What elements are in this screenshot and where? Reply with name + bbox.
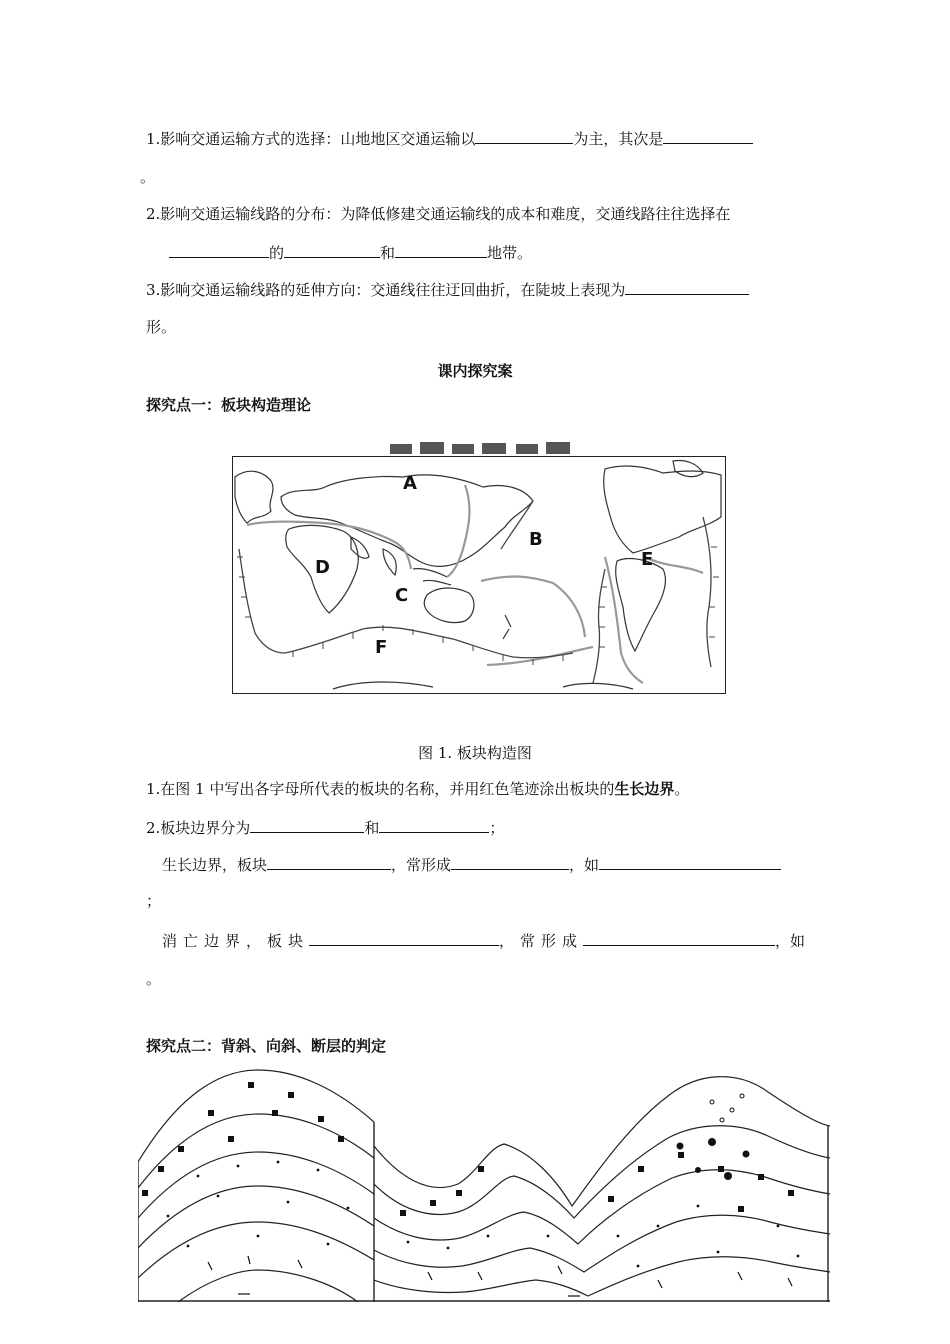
growth-prefix: 生长边界，板块 bbox=[162, 856, 268, 874]
item1-prefix: 1.影响交通运输方式的选择：山地地区交通运输以 bbox=[146, 130, 476, 148]
item3-tail: 形。 bbox=[146, 318, 177, 336]
transport-item-2: 2.影响交通运输线路的分布：为降低修建交通运输线的成本和难度，交通线路往往选择在 bbox=[146, 205, 731, 223]
anticline-layer bbox=[138, 1114, 374, 1188]
anticline-layer bbox=[138, 1152, 374, 1218]
plate-label-e: E bbox=[641, 549, 654, 570]
trench-boundary bbox=[703, 517, 711, 667]
transport-item-1 bbox=[146, 126, 753, 150]
plate-boundary bbox=[605, 557, 643, 683]
blank-boundary-type-2[interactable] bbox=[379, 815, 489, 833]
q1-end: 。 bbox=[674, 780, 690, 798]
figure-caption: 图 1. 板块构造图 bbox=[418, 744, 532, 762]
transport-item-2-line2 bbox=[169, 240, 532, 264]
growth-boundary-line bbox=[162, 852, 781, 876]
blank-route-2[interactable] bbox=[284, 240, 380, 258]
plate-label-f: F bbox=[375, 637, 388, 658]
q2-he: 和 bbox=[364, 819, 380, 837]
q2-end: ； bbox=[489, 819, 505, 837]
item3-prefix: 3.影响交通运输线路的延伸方向：交通线往往迂回曲折，在陡坡上表现为 bbox=[146, 281, 626, 299]
plate-label-a: A bbox=[403, 473, 417, 494]
continent-outline bbox=[333, 682, 633, 689]
blank-subduction-motion[interactable] bbox=[309, 928, 499, 946]
item1-tail: 。 bbox=[140, 168, 156, 186]
inquiry2-title: 探究点二：背斜、向斜、断层的判定 bbox=[146, 1037, 387, 1055]
blank-mode-secondary[interactable] bbox=[663, 126, 753, 144]
growth-mid: ，常形成 bbox=[391, 856, 452, 874]
texture-dots bbox=[167, 1161, 800, 1268]
syncline-layer bbox=[374, 1215, 830, 1272]
inquiry1-q1 bbox=[146, 778, 689, 800]
section-title: 课内探究案 bbox=[437, 362, 513, 380]
blank-growth-motion[interactable] bbox=[267, 852, 391, 870]
blank-growth-example[interactable] bbox=[599, 852, 781, 870]
blank-route-1[interactable] bbox=[169, 240, 269, 258]
inquiry1-q2 bbox=[146, 815, 504, 839]
q2-prefix: 2.板块边界分为 bbox=[146, 819, 251, 837]
item2-he: 和 bbox=[380, 244, 396, 262]
plate-boundary bbox=[447, 485, 469, 577]
continent-outline bbox=[383, 549, 396, 575]
item2-end: 地带。 bbox=[487, 244, 533, 262]
texture-dashes bbox=[208, 1256, 792, 1296]
continent-outline bbox=[235, 471, 273, 523]
blank-mode-main[interactable] bbox=[475, 126, 573, 144]
plate-boundary bbox=[481, 577, 585, 637]
plate-map-drawing bbox=[233, 457, 725, 693]
subduction-ru: ，如 bbox=[775, 932, 806, 950]
anticline-layer bbox=[178, 1270, 358, 1302]
blank-boundary-type-1[interactable] bbox=[250, 815, 364, 833]
syncline-layer bbox=[374, 1126, 830, 1218]
subduction-prefix: 消亡边界，板块 bbox=[162, 932, 310, 950]
right-surface bbox=[374, 1077, 830, 1206]
plate-boundary bbox=[645, 557, 703, 573]
plate-map bbox=[232, 456, 726, 694]
growth-end: ； bbox=[146, 892, 162, 910]
texture-squares bbox=[142, 1082, 794, 1216]
continent-outline bbox=[616, 559, 666, 651]
q1-text: 1.在图 1 中写出各字母所代表的板块的名称，并用红色笔迹涂出板块的 bbox=[146, 780, 615, 798]
q1-bold: 生长边界 bbox=[614, 780, 675, 798]
plate-label-d: D bbox=[315, 557, 330, 578]
transport-item-3 bbox=[146, 277, 749, 301]
plate-label-b: B bbox=[529, 529, 543, 550]
continent-outline bbox=[424, 588, 474, 623]
map-title-fragment-shape bbox=[380, 432, 590, 454]
inquiry1-title: 探究点一：板块构造理论 bbox=[146, 396, 312, 414]
continent-outline bbox=[673, 461, 703, 477]
plate-label-c: C bbox=[395, 585, 409, 606]
texture-circles bbox=[677, 1094, 750, 1180]
trench-boundary bbox=[593, 569, 605, 683]
syncline-layer bbox=[374, 1170, 830, 1244]
map-title-fragment bbox=[380, 432, 590, 454]
subduction-end: 。 bbox=[146, 970, 162, 988]
subduction-mid: ，常形成 bbox=[499, 932, 584, 950]
item1-middle: 为主，其次是 bbox=[573, 130, 664, 148]
anticline-layer bbox=[138, 1186, 374, 1248]
blank-growth-landform[interactable] bbox=[451, 852, 569, 870]
syncline-layer bbox=[374, 1257, 830, 1296]
subduction-boundary-line bbox=[162, 928, 805, 952]
blank-slope-shape[interactable] bbox=[625, 277, 749, 295]
blank-subduction-landform[interactable] bbox=[583, 928, 775, 946]
item2-de: 的 bbox=[269, 244, 285, 262]
anticline-layer bbox=[138, 1070, 374, 1162]
continent-outline bbox=[503, 615, 511, 639]
growth-ru: ，如 bbox=[569, 856, 600, 874]
blank-route-3[interactable] bbox=[395, 240, 487, 258]
continent-outline bbox=[604, 466, 721, 553]
rock-strata-diagram bbox=[138, 1066, 830, 1302]
continent-outline bbox=[413, 569, 451, 585]
